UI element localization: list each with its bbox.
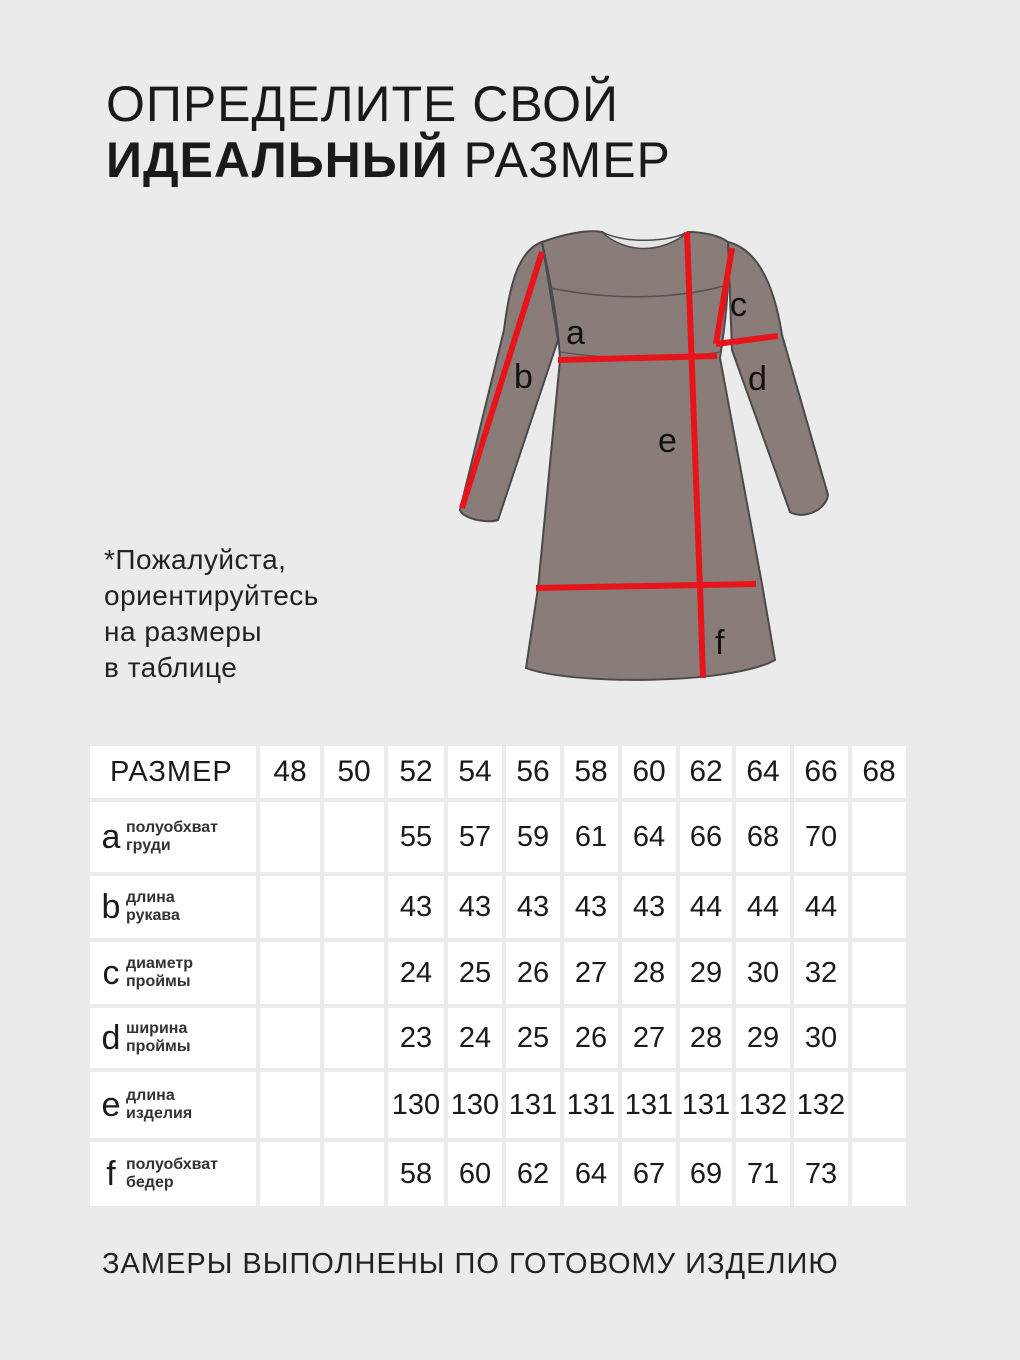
row-description [126, 819, 218, 855]
table-cell [324, 876, 384, 938]
table-cell: 57 [448, 802, 502, 872]
table-cell: 26 [564, 1008, 618, 1068]
row-letter: d [101, 1018, 121, 1057]
label-a: a [566, 314, 585, 352]
table-row [90, 1008, 906, 1068]
table-cell [324, 1008, 384, 1068]
table-cell [852, 1008, 906, 1068]
table-cell: 29 [736, 1008, 790, 1068]
row-letter: b [101, 887, 121, 926]
row-description [126, 955, 193, 991]
label-d: d [748, 360, 767, 398]
table-cell: 26 [506, 942, 560, 1004]
table-cell [260, 942, 320, 1004]
row-description [126, 889, 180, 925]
page-title [106, 76, 671, 188]
table-row [90, 1072, 906, 1138]
row-desc-line-1: полуобхват [126, 819, 219, 836]
row-desc-line-2: бедер [126, 1174, 174, 1191]
size-header-68: 68 [852, 746, 906, 798]
table-cell: 131 [680, 1072, 732, 1138]
table-row [90, 942, 906, 1004]
table-cell: 32 [794, 942, 848, 1004]
measure-line-f [700, 586, 703, 678]
table-cell: 27 [564, 942, 618, 1004]
table-cell: 70 [794, 802, 848, 872]
table-cell: 28 [622, 942, 676, 1004]
size-note [104, 542, 319, 686]
table-cell: 60 [448, 1142, 502, 1206]
row-label [90, 876, 256, 938]
title-line-2 [106, 132, 671, 188]
row-desc-line-1: длина [126, 1087, 175, 1104]
table-cell: 131 [564, 1072, 618, 1138]
table-cell: 25 [506, 1008, 560, 1068]
table-cell [260, 802, 320, 872]
title-rest: РАЗМЕР [448, 132, 671, 188]
table-cell: 30 [794, 1008, 848, 1068]
row-desc-line-1: ширина [126, 1020, 188, 1037]
table-cell: 67 [622, 1142, 676, 1206]
note-line-3: на размеры [104, 616, 263, 647]
size-header-60: 60 [622, 746, 676, 798]
table-cell: 27 [622, 1008, 676, 1068]
label-c: c [730, 286, 747, 324]
table-cell: 43 [448, 876, 502, 938]
label-b: b [514, 358, 533, 396]
table-cell: 71 [736, 1142, 790, 1206]
size-header-58: 58 [564, 746, 618, 798]
row-desc-line-1: диаметр [126, 955, 194, 972]
table-cell: 24 [448, 1008, 502, 1068]
row-label [90, 942, 256, 1004]
table-cell: 43 [564, 876, 618, 938]
table-cell: 131 [506, 1072, 560, 1138]
row-desc-line-2: груди [126, 837, 171, 854]
table-cell [852, 1072, 906, 1138]
table-cell: 132 [794, 1072, 848, 1138]
table-cell [260, 876, 320, 938]
table-cell [324, 1072, 384, 1138]
table-cell: 69 [680, 1142, 732, 1206]
size-header-66: 66 [794, 746, 848, 798]
size-table [86, 742, 910, 1210]
table-row [90, 1142, 906, 1206]
table-cell: 25 [448, 942, 502, 1004]
title-bold-word: ИДЕАЛЬНЫЙ [106, 132, 449, 188]
table-header-row [90, 746, 906, 798]
size-column-header: РАЗМЕР [90, 746, 256, 798]
row-letter: c [102, 953, 120, 992]
table-row [90, 876, 906, 938]
left-sleeve [460, 242, 558, 521]
table-cell [852, 1142, 906, 1206]
row-letter: e [101, 1085, 121, 1124]
table-cell [852, 942, 906, 1004]
table-cell: 132 [736, 1072, 790, 1138]
size-header-52: 52 [388, 746, 444, 798]
title-line-1: ОПРЕДЕЛИТЕ СВОЙ [106, 76, 619, 132]
label-f: f [715, 624, 725, 662]
table-cell: 73 [794, 1142, 848, 1206]
table-cell: 29 [680, 942, 732, 1004]
table-cell [260, 1008, 320, 1068]
row-label [90, 802, 256, 872]
table-cell: 43 [506, 876, 560, 938]
table-body [90, 802, 906, 1206]
note-line-4: в таблице [104, 652, 238, 683]
row-desc-line-1: полуобхват [126, 1156, 219, 1173]
row-desc-line-2: проймы [126, 973, 191, 990]
size-header-50: 50 [324, 746, 384, 798]
table-cell: 28 [680, 1008, 732, 1068]
size-header-64: 64 [736, 746, 790, 798]
row-desc-line-1: длина [126, 889, 175, 906]
table-cell: 62 [506, 1142, 560, 1206]
note-line-2: ориентируйтесь [104, 580, 319, 611]
table-cell: 43 [622, 876, 676, 938]
table-cell: 23 [388, 1008, 444, 1068]
size-header-56: 56 [506, 746, 560, 798]
table-cell [324, 802, 384, 872]
row-desc-line-2: изделия [126, 1105, 193, 1122]
row-letter: a [101, 817, 121, 856]
table-cell: 44 [736, 876, 790, 938]
size-header-54: 54 [448, 746, 502, 798]
table-cell: 43 [388, 876, 444, 938]
table-cell [324, 1142, 384, 1206]
table-row [90, 802, 906, 872]
size-header-62: 62 [680, 746, 732, 798]
row-letter: f [106, 1154, 116, 1193]
size-header-48: 48 [260, 746, 320, 798]
table-cell: 64 [564, 1142, 618, 1206]
row-label [90, 1142, 256, 1206]
table-cell: 130 [388, 1072, 444, 1138]
row-description [126, 1087, 192, 1123]
table-cell [852, 802, 906, 872]
table-cell: 30 [736, 942, 790, 1004]
label-e: e [658, 422, 677, 460]
table-cell: 44 [794, 876, 848, 938]
table-cell: 55 [388, 802, 444, 872]
table-cell: 64 [622, 802, 676, 872]
row-desc-line-2: проймы [126, 1038, 191, 1055]
table-cell: 24 [388, 942, 444, 1004]
table-cell: 68 [736, 802, 790, 872]
table-cell: 58 [388, 1142, 444, 1206]
table-cell: 59 [506, 802, 560, 872]
footer-note: ЗАМЕРЫ ВЫПОЛНЕНЫ ПО ГОТОВОМУ ИЗДЕЛИЮ [102, 1248, 839, 1280]
dress-diagram [430, 220, 860, 700]
table-cell: 130 [448, 1072, 502, 1138]
table-cell: 44 [680, 876, 732, 938]
row-label [90, 1008, 256, 1068]
row-description [126, 1020, 191, 1056]
row-label [90, 1072, 256, 1138]
row-desc-line-2: рукава [126, 907, 180, 924]
table-cell: 61 [564, 802, 618, 872]
row-description [126, 1156, 218, 1192]
right-sleeve [728, 242, 828, 515]
table-cell: 66 [680, 802, 732, 872]
table-cell [852, 876, 906, 938]
measure-line-hem [536, 584, 756, 588]
note-line-1: *Пожалуйста, [104, 544, 287, 575]
table-cell [324, 942, 384, 1004]
table-cell [260, 1142, 320, 1206]
table-cell [260, 1072, 320, 1138]
table-cell: 131 [622, 1072, 676, 1138]
